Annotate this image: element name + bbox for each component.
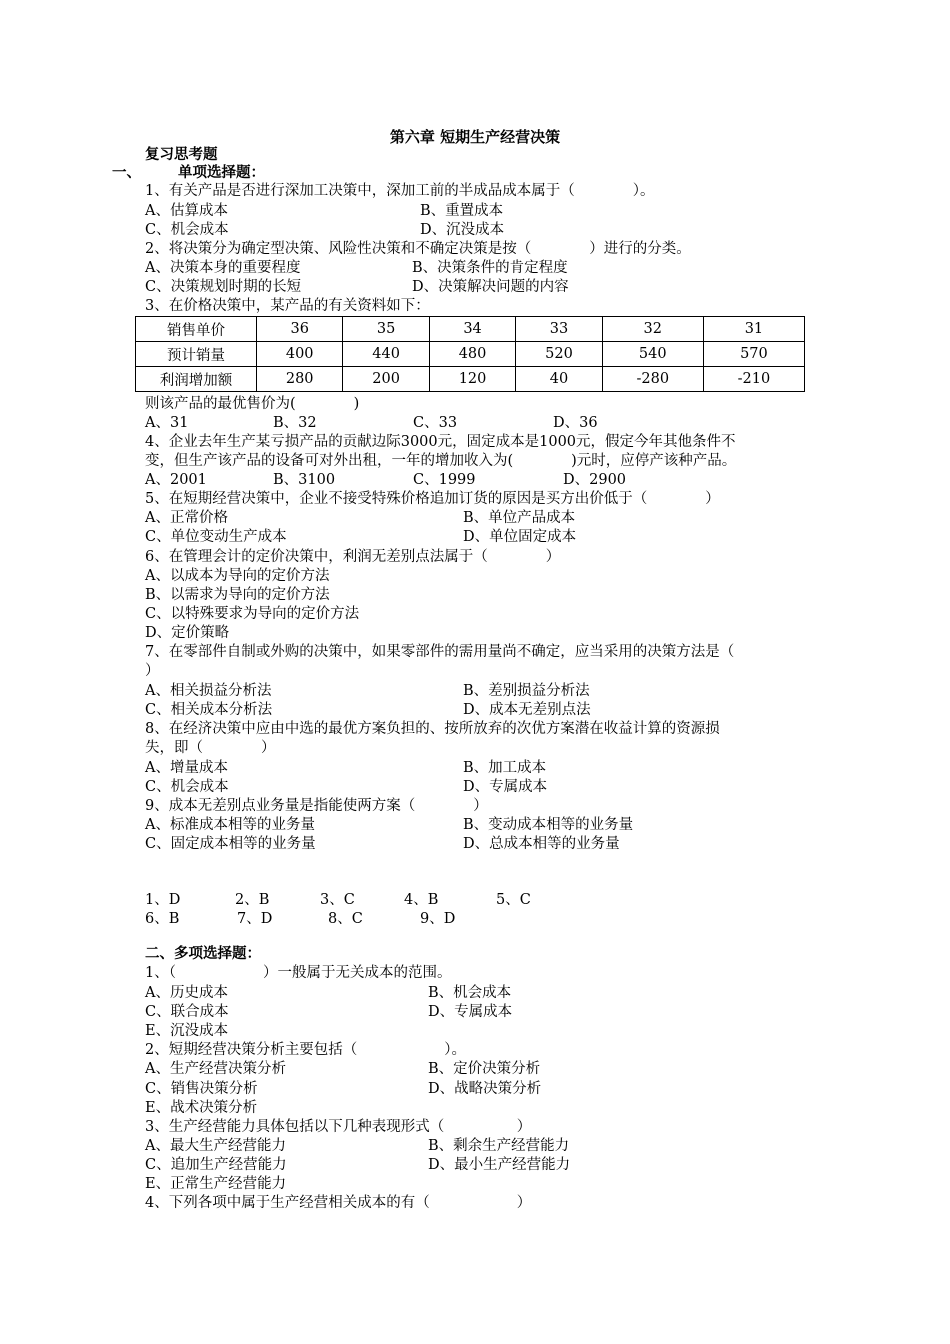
mq3-option-e: E、正常生产经营能力 <box>145 1176 287 1192</box>
answer-3: 3、C <box>320 892 355 908</box>
q3-option-d: D、36 <box>553 415 598 431</box>
mq2-option-b: B、定价决策分析 <box>428 1061 541 1077</box>
table-cell: 预计销量 <box>136 342 257 367</box>
q4-option-c: C、1999 <box>413 472 476 488</box>
mq3-option-c: C、追加生产经营能力 <box>145 1157 287 1173</box>
answer-7: 7、D <box>237 911 273 927</box>
table-cell: 32 <box>602 317 703 342</box>
q9-option-b: B、变动成本相等的业务量 <box>463 817 634 833</box>
q6-option-c: C、以特殊要求为导向的定价方法 <box>145 606 360 622</box>
question-8-line1: 8、在经济决策中应由中选的最优方案负担的、按所放弃的次优方案潜在收益计算的资源损 <box>145 721 720 737</box>
question-8-line2: 失，即（ ） <box>145 740 276 756</box>
q7-option-c: C、相关成本分析法 <box>145 702 273 718</box>
table-cell: 520 <box>516 342 602 367</box>
mq1-option-e: E、沉没成本 <box>145 1023 229 1039</box>
q9-option-a: A、标准成本相等的业务量 <box>145 817 315 833</box>
table-cell: 540 <box>602 342 703 367</box>
q6-option-a: A、以成本为导向的定价方法 <box>145 568 330 584</box>
q9-option-c: C、固定成本相等的业务量 <box>145 836 316 852</box>
answer-2: 2、B <box>235 892 270 908</box>
price-data-table <box>135 316 805 392</box>
q3-option-c: C、33 <box>413 415 458 431</box>
q8-option-a: A、增量成本 <box>145 760 228 776</box>
mq3-option-a: A、最大生产经营能力 <box>145 1138 286 1154</box>
chapter-title: 第六章 短期生产经营决策 <box>389 128 561 146</box>
q6-option-b: B、以需求为导向的定价方法 <box>145 587 330 603</box>
table-cell: 36 <box>257 317 343 342</box>
table-cell: 利润增加额 <box>136 367 257 392</box>
answer-5: 5、C <box>496 892 531 908</box>
q2-option-d: D、决策解决问题的内容 <box>412 279 569 295</box>
q2-option-c: C、决策规划时期的长短 <box>145 279 302 295</box>
table-cell: 280 <box>257 367 343 392</box>
table-row <box>136 367 805 392</box>
table-cell: -210 <box>703 367 804 392</box>
q2-option-b: B、决策条件的肯定程度 <box>412 260 568 276</box>
question-7-line2: ） <box>145 663 160 679</box>
table-cell: 33 <box>516 317 602 342</box>
question-4-line1: 4、企业去年生产某亏损产品的贡献边际3000元，固定成本是1000元，假定今年其他条件不 <box>145 434 736 450</box>
table-cell: 40 <box>516 367 602 392</box>
q5-option-c: C、单位变动生产成本 <box>145 529 287 545</box>
table-cell: 400 <box>257 342 343 367</box>
mq2-option-e: E、战术决策分析 <box>145 1100 258 1116</box>
q7-option-b: B、差别损益分析法 <box>463 683 590 699</box>
q3-option-b: B、32 <box>273 415 317 431</box>
q7-option-d: D、成本无差别点法 <box>463 702 591 718</box>
q8-option-c: C、机会成本 <box>145 779 229 795</box>
question-5: 5、在短期经营决策中，企业不接受特殊价格追加订货的原因是买方出价低于（ ） <box>145 491 720 507</box>
table-cell: -280 <box>602 367 703 392</box>
mq1-option-d: D、专属成本 <box>428 1004 513 1020</box>
answer-9: 9、D <box>420 911 456 927</box>
part1-heading: 单项选择题： <box>178 165 265 181</box>
q4-option-b: B、3100 <box>273 472 336 488</box>
answer-1: 1、D <box>145 892 181 908</box>
question-4-line2: 变，但生产该产品的设备可对外出租，一年的增加收入为( )元时，应停产该种产品。 <box>145 453 737 469</box>
table-cell: 销售单价 <box>136 317 257 342</box>
mq1-option-a: A、历史成本 <box>145 985 228 1001</box>
table-cell: 480 <box>429 342 515 367</box>
part2-heading: 二、多项选择题： <box>145 946 261 962</box>
table-cell: 35 <box>343 317 429 342</box>
mq3-option-d: D、最小生产经营能力 <box>428 1157 571 1173</box>
multi-question-1: 1、（ ）一般属于无关成本的范围。 <box>145 965 452 981</box>
section-review-heading: 复习思考题 <box>145 147 218 163</box>
table-cell: 440 <box>343 342 429 367</box>
question-6: 6、在管理会计的定价决策中，利润无差别点法属于（ ） <box>145 549 561 565</box>
q4-option-d: D、2900 <box>563 472 627 488</box>
table-cell: 34 <box>429 317 515 342</box>
q7-option-a: A、相关损益分析法 <box>145 683 272 699</box>
mq1-option-b: B、机会成本 <box>428 985 512 1001</box>
table-cell: 200 <box>343 367 429 392</box>
q3-follow-up: 则该产品的最优售价为( ) <box>145 396 360 412</box>
multi-question-4: 4、下列各项中属于生产经营相关成本的有（ ） <box>145 1195 532 1211</box>
q1-option-b: B、重置成本 <box>420 203 504 219</box>
q8-option-d: D、专属成本 <box>463 779 548 795</box>
answer-6: 6、B <box>145 911 180 927</box>
question-3: 3、在价格决策中，某产品的有关资料如下： <box>145 298 430 314</box>
q8-option-b: B、加工成本 <box>463 760 547 776</box>
part1-number: 一、 <box>112 165 141 181</box>
table-cell: 120 <box>429 367 515 392</box>
q1-option-c: C、机会成本 <box>145 222 229 238</box>
mq2-option-d: D、战略决策分析 <box>428 1081 542 1097</box>
answer-4: 4、B <box>404 892 439 908</box>
q6-option-d: D、定价策略 <box>145 625 230 641</box>
question-2: 2、将决策分为确定型决策、风险性决策和不确定决策是按（ ）进行的分类。 <box>145 241 691 257</box>
q4-option-a: A、2001 <box>145 472 207 488</box>
q3-option-a: A、31 <box>145 415 189 431</box>
table-row <box>136 342 805 367</box>
mq2-option-c: C、销售决策分析 <box>145 1081 258 1097</box>
mq3-option-b: B、剩余生产经营能力 <box>428 1138 570 1154</box>
question-1: 1、有关产品是否进行深加工决策中，深加工前的半成品成本属于（ ）。 <box>145 183 655 199</box>
multi-question-3: 3、生产经营能力具体包括以下几种表现形式（ ） <box>145 1119 532 1135</box>
q2-option-a: A、决策本身的重要程度 <box>145 260 301 276</box>
q9-option-d: D、总成本相等的业务量 <box>463 836 620 852</box>
q1-option-a: A、估算成本 <box>145 203 228 219</box>
answer-8: 8、C <box>328 911 363 927</box>
mq1-option-c: C、联合成本 <box>145 1004 229 1020</box>
question-9: 9、成本无差别点业务量是指能使两方案（ ） <box>145 798 488 814</box>
table-cell: 570 <box>703 342 804 367</box>
q5-option-d: D、单位固定成本 <box>463 529 577 545</box>
q5-option-a: A、正常价格 <box>145 510 228 526</box>
table-cell: 31 <box>703 317 804 342</box>
table-row <box>136 317 805 342</box>
q5-option-b: B、单位产品成本 <box>463 510 576 526</box>
mq2-option-a: A、生产经营决策分析 <box>145 1061 286 1077</box>
question-7-line1: 7、在零部件自制或外购的决策中，如果零部件的需用量尚不确定，应当采用的决策方法是（ <box>145 644 735 660</box>
q1-option-d: D、沉没成本 <box>420 222 505 238</box>
multi-question-2: 2、短期经营决策分析主要包括（ ）。 <box>145 1042 466 1058</box>
